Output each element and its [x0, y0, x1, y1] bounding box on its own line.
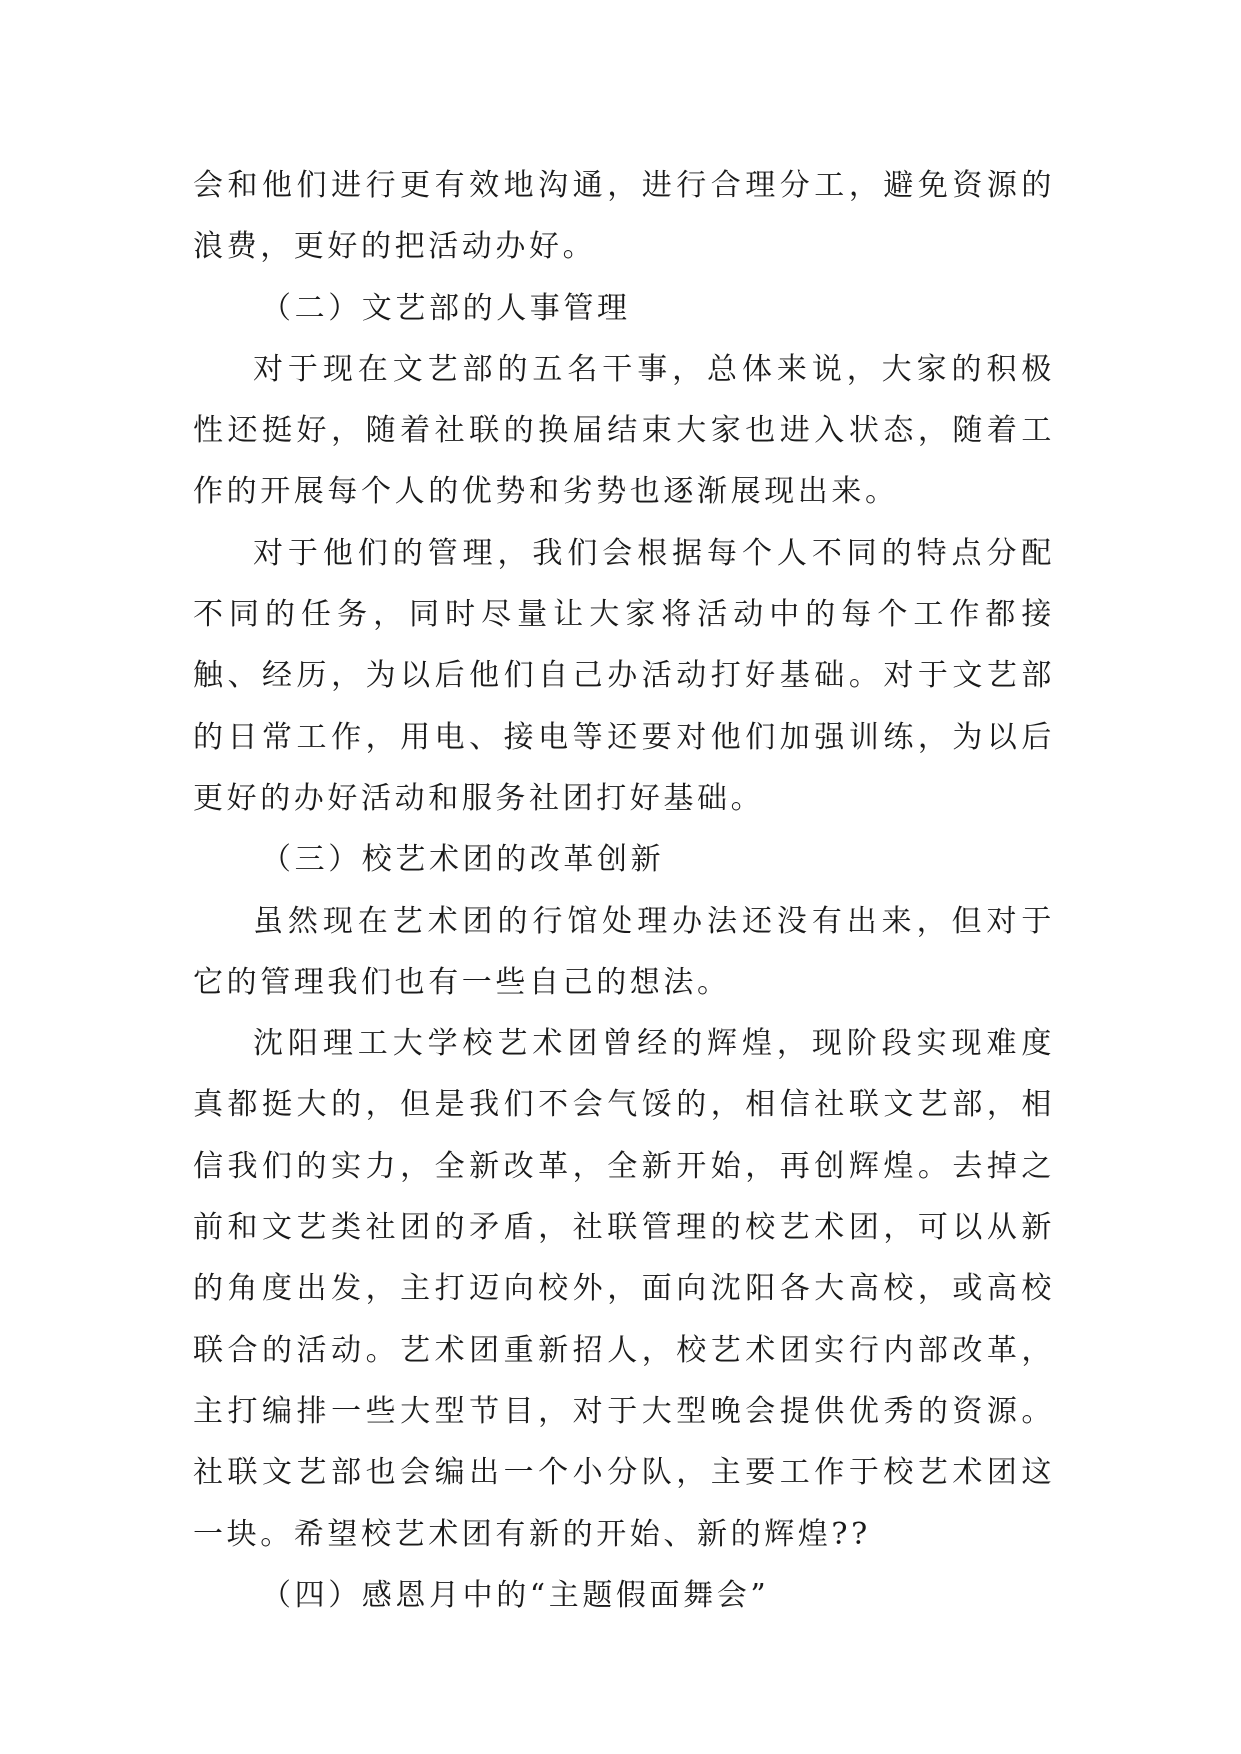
- paragraph-staff-overview: 对于现在文艺部的五名干事，总体来说，大家的积极性还挺好，随着社联的换届结束大家也进入状态，随着工作的开展每个人的优势和劣势也逐渐展现出来。: [193, 351, 1055, 510]
- paragraph-continuation: 会和他们进行更有效地沟通，进行合理分工，避免资源的浪费，更好的把活动办好。: [193, 168, 1055, 265]
- section-heading-personnel: （二）文艺部的人事管理: [261, 290, 631, 326]
- section-heading-art-troupe: （三）校艺术团的改革创新: [261, 842, 665, 878]
- section-heading-masquerade: （四）感恩月中的“主题假面舞会”: [261, 1577, 770, 1613]
- paragraph-art-troupe-reform: 沈阳理工大学校艺术团曾经的辉煌，现阶段实现难度真都挺大的，但是我们不会气馁的，相信社联文艺部，相信我们的实力，全新改革，全新开始，再创辉煌。去掉之前和文艺类社团的矛盾，社联管理的校艺术团，可以从新的角度出发，主打迈向校外，面向沈阳各大高校，或高校联合的活动。艺术团重新招人，校艺术团实行内部改革，主打编排一些大型节目，对于大型晚会提供优秀的资源。社联文艺部也会编出一个小分队，主要工作于校艺术团这一块。希望校艺术团有新的开始、新的辉煌??: [193, 1026, 1055, 1552]
- document-body: [193, 155, 1055, 1626]
- paragraph-staff-management: 对于他们的管理，我们会根据每个人不同的特点分配不同的任务，同时尽量让大家将活动中的每个工作都接触、经历，为以后他们自己办活动打好基础。对于文艺部的日常工作，用电、接电等还要对他们加强训练，为以后更好的办好活动和服务社团打好基础。: [193, 535, 1055, 816]
- paragraph-art-troupe-intro: 虽然现在艺术团的行馆处理办法还没有出来，但对于它的管理我们也有一些自己的想法。: [193, 903, 1055, 1000]
